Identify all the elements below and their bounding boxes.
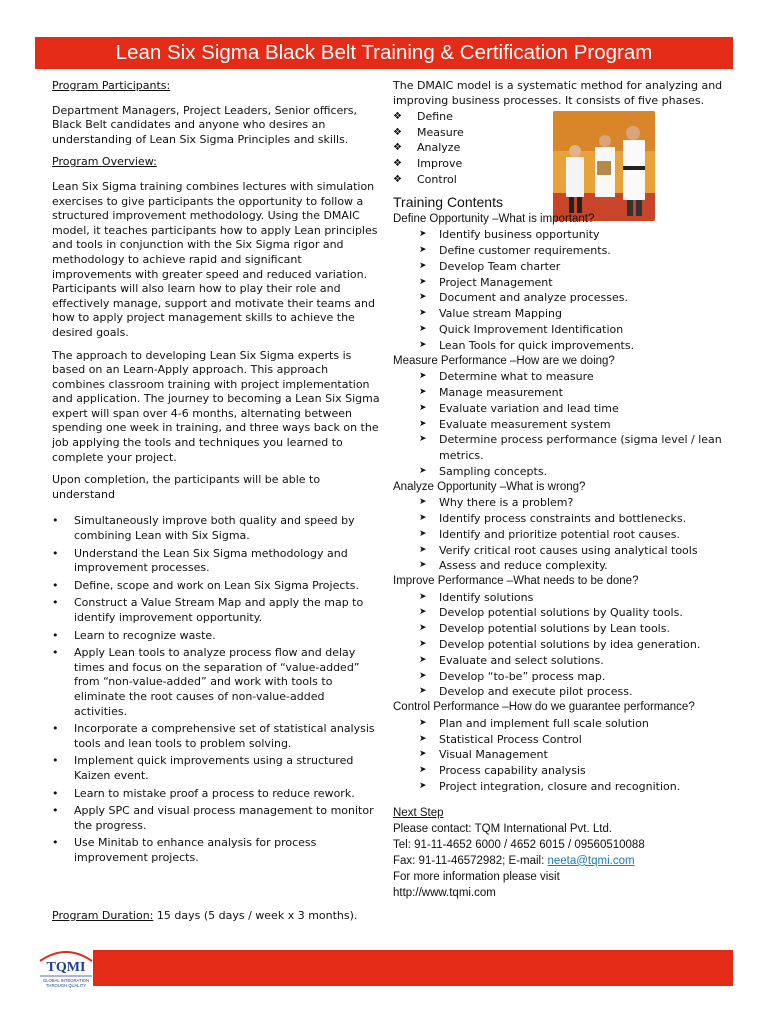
- list-item: ➤ Sampling concepts.: [419, 464, 738, 480]
- tqmi-logo: [36, 945, 96, 993]
- section-heading-define: Define Opportunity –What is important?: [393, 212, 595, 225]
- list-item: ❖ Control: [393, 173, 738, 188]
- fax-text: Fax: 91-11-46572982; E-mail:: [393, 854, 548, 867]
- duration-value: 15 days (5 days / week x 3 months).: [153, 909, 358, 922]
- overview-paragraph-3: Upon completion, the participants will be able to understand: [52, 473, 321, 501]
- contact-line: Please contact: TQM International Pvt. Ltd.: [393, 822, 613, 835]
- overview-paragraph-1: Lean Six Sigma training combines lectures with simulation exercises to give participants the opportunity to follow a structured improvement methodology. Using the DMAIC model, it teaches participants how to apply Lean principles and tools in conjunction with the Six Sigma rigor and methodology to achieve rapid and significant improvements with greater speed and reduced variation. Participants will also learn how to play their role and effectively manage, support and motivate their teams and how to apply project management skills to achieve the desired goals.: [52, 179, 378, 339]
- list-item: ➤ Visual Management: [419, 747, 738, 763]
- participants-text: Department Managers, Project Leaders, Senior officers, Black Belt candidates and anyone who desires an understanding of Lean Six Sigma Principles and skills.: [52, 103, 358, 146]
- list-item: ➤ Value stream Mapping: [419, 306, 738, 322]
- list-item: • Learn to recognize waste.: [52, 629, 380, 644]
- participants-heading: Program Participants:: [52, 79, 171, 92]
- list-item: ➤ Determine process performance (sigma level / lean metrics.: [419, 432, 738, 464]
- list-item: ❖ Define: [393, 110, 738, 125]
- fax-email-line: [393, 853, 738, 869]
- list-item: • Simultaneously improve both quality and speed by combining Lean with Six Sigma.: [52, 514, 380, 543]
- duration-label: Program Duration:: [52, 909, 154, 922]
- dmaic-phases: [393, 110, 738, 187]
- list-item: ➤ Quick Improvement Identification: [419, 322, 738, 338]
- section-heading-improve: Improve Performance –What needs to be done?: [393, 575, 639, 588]
- list-item: ➤ Plan and implement full scale solution: [419, 716, 738, 732]
- training-contents-title: Training Contents: [393, 194, 503, 211]
- list-item: ➤ Process capability analysis: [419, 763, 738, 779]
- measure-list: [393, 369, 738, 480]
- list-item: • Incorporate a comprehensive set of statistical analysis tools and lean tools to problem solving.: [52, 722, 380, 751]
- tel-line: Tel: 91-11-4652 6000 / 4652 6015 / 09560510088: [393, 838, 645, 851]
- list-item: ➤ Determine what to measure: [419, 369, 738, 385]
- page-title-banner: [35, 37, 733, 69]
- footer-bar: [93, 950, 733, 986]
- list-item: ➤ Statistical Process Control: [419, 732, 738, 748]
- list-item: ➤ Assess and reduce complexity.: [419, 558, 738, 574]
- list-item: ➤ Develop potential solutions by idea generation.: [419, 637, 738, 653]
- dmaic-intro: The DMAIC model is a systematic method for analyzing and improving business processes. It consists of five phases.: [393, 79, 723, 107]
- list-item: • Apply Lean tools to analyze process flow and delay times and focus on the separation of “value-added” from “non-value-added” and work with tools to eliminate the root causes of non-value-added activities.: [52, 646, 380, 719]
- list-item: ➤ Project Management: [419, 275, 738, 291]
- list-item: ➤ Evaluate measurement system: [419, 417, 738, 433]
- right-column: [393, 79, 738, 901]
- list-item: ➤ Identify and prioritize potential root causes.: [419, 527, 738, 543]
- list-item: ➤ Why there is a problem?: [419, 495, 738, 511]
- page-title: Lean Six Sigma Black Belt Training & Certification Program: [115, 41, 653, 64]
- list-item: ➤ Identify business opportunity: [419, 227, 738, 243]
- list-item: ➤ Develop potential solutions by Lean tools.: [419, 621, 738, 637]
- list-item: ➤ Identify solutions: [419, 590, 738, 606]
- list-item: • Use Minitab to enhance analysis for process improvement projects.: [52, 836, 380, 865]
- section-heading-measure: Measure Performance –How are we doing?: [393, 354, 615, 367]
- list-item: ➤ Manage measurement: [419, 385, 738, 401]
- control-list: [393, 716, 738, 795]
- improve-list: [393, 590, 738, 701]
- overview-paragraph-2: The approach to developing Lean Six Sigma experts is based on an Learn-Apply approach. This approach combines classroom training with project implementation and application. The journey to becoming a Lean Six Sigma expert will span over 4-6 months, alternating between spending one week in training, and three ways back on the job applying the tools and techniques you learned to complete your project.: [52, 348, 380, 464]
- left-column: [52, 79, 380, 869]
- list-item: • Construct a Value Stream Map and apply the map to identify improvement opportunity.: [52, 596, 380, 625]
- define-list: [393, 227, 738, 353]
- section-heading-control: Control Performance –How do we guarantee performance?: [393, 701, 695, 714]
- list-item: ➤ Develop Team charter: [419, 259, 738, 275]
- list-item: ❖ Measure: [393, 126, 738, 141]
- analyze-list: [393, 495, 738, 574]
- list-item: ➤ Document and analyze processes.: [419, 290, 738, 306]
- list-item: ➤ Project integration, closure and recognition.: [419, 779, 738, 795]
- overview-heading: Program Overview:: [52, 155, 157, 169]
- next-step-block: [393, 805, 738, 901]
- list-item: ➤ Develop potential solutions by Quality tools.: [419, 605, 738, 621]
- svg-text:THROUGH QUALITY: THROUGH QUALITY: [45, 983, 87, 988]
- email-link[interactable]: neeta@tqmi.com: [547, 854, 635, 867]
- list-item: ➤ Evaluate variation and lead time: [419, 401, 738, 417]
- list-item: • Define, scope and work on Lean Six Sigma Projects.: [52, 579, 380, 594]
- list-item: ❖ Improve: [393, 157, 738, 172]
- list-item: • Implement quick improvements using a structured Kaizen event.: [52, 754, 380, 783]
- list-item: ➤ Evaluate and select solutions.: [419, 653, 738, 669]
- list-item: • Apply SPC and visual process management to monitor the progress.: [52, 804, 380, 833]
- list-item: ➤ Identify process constraints and bottlenecks.: [419, 511, 738, 527]
- next-step-heading: Next Step: [393, 806, 444, 819]
- list-item: ➤ Verify critical root causes using analytical tools: [419, 543, 738, 559]
- list-item: ➤ Develop “to-be” process map.: [419, 669, 738, 685]
- svg-text:TQMI: TQMI: [46, 960, 86, 975]
- section-heading-analyze: Analyze Opportunity –What is wrong?: [393, 480, 586, 493]
- list-item: ❖ Analyze: [393, 141, 738, 156]
- list-item: ➤ Define customer requirements.: [419, 243, 738, 259]
- svg-text:GLOBAL INTEGRATION: GLOBAL INTEGRATION: [42, 978, 90, 983]
- more-info-line: For more information please visit: [393, 870, 560, 883]
- list-item: ➤ Develop and execute pilot process.: [419, 684, 738, 700]
- list-item: ➤ Lean Tools for quick improvements.: [419, 338, 738, 354]
- list-item: • Understand the Lean Six Sigma methodology and improvement processes.: [52, 547, 380, 576]
- outcomes-list: [52, 514, 380, 865]
- list-item: • Learn to mistake proof a process to reduce rework.: [52, 787, 380, 802]
- website-link[interactable]: http://www.tqmi.com: [393, 886, 496, 899]
- program-duration: [52, 909, 357, 922]
